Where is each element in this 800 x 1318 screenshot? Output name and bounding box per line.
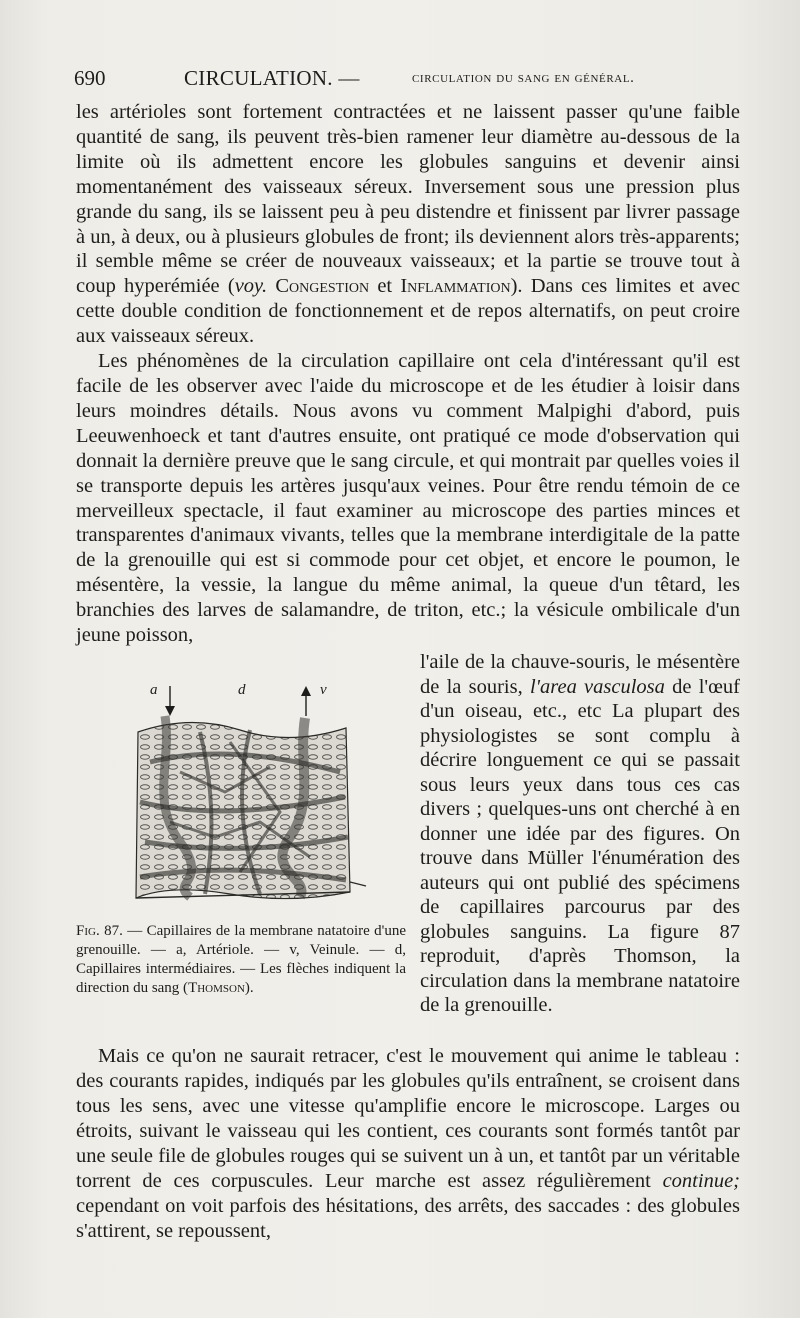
header-subtitle: circulation du sang en général. — [412, 70, 635, 86]
paragraph-1-text: les artérioles sont fortement contractées et ne laissent passer qu'une faible quantité de sang, ils peuvent très-bien ramener leur diamètre au-dessous de la limite où ils admettent encore les globules sanguins et devenir ainsi momentanément des vaisseaux séreux. Inversement sous une pression plus grande du sang, ils se laissent peu à peu distendre et finissent par livrer passage à un, à deux, ou à plusieurs globules de front; ils deviennent alors très-apparents; il semble même se créer de nouveaux vaisseaux; et la partie se trouve tout à coup hyperémiée ( — [76, 101, 740, 298]
main-text-upper — [76, 100, 740, 648]
continue-italic: continue; — [662, 1170, 740, 1192]
paragraph-3-text: Mais ce qu'on ne saurait retracer, c'est le mouvement qui anime le tableau : des courants rapides, indiqués par les globules qu'ils entraînent, se croisent dans tous les sens, avec une vitesse qu'amplifie encore le microscope. Larges ou étroits, suivant le vaisseau qui les contient, ces courants sont formés tantôt par une seule file de globules rouges qui se suivent un à un, et tantôt par un véritable torrent de ces corpuscules. Leur marche est assez régulièrement — [76, 1045, 740, 1192]
arrow-venule — [301, 686, 311, 716]
paragraph-1-end: ). Dans ces limites et avec cette double condition de fonctionnement et de repos alternatifs, on peut croire aux vaisseaux séreux. — [76, 275, 741, 348]
paragraph-2: Les phénomènes de la circulation capillaire ont cela d'intéressant qu'il est facile de les observer avec l'aide du microscope et de les étudier à loisir dans leurs moindres détails. Nous avons vu comment Malpighi d'abord, puis Leeuwenhoeck et tant d'autres ensuite, ont pratiqué ce mode d'observation qui donnait la dernière preuve que le sang circule, et qui montrait par quelles voies il se transporte depuis les artères jusqu'aux veines. Pour être rendu témoin de ce merveilleux spectacle, il faut examiner au microscope des parties minces et transparentes d'animaux vivants, telles que la membrane interdigitale de la patte de la grenouille qui est si commode pour cet objet, et encore le poumon, le mésentère, la vessie, la langue du même animal, la queue d'un têtard, les branchies des larves de salamandre, de triton, etc.; la vésicule ombilicale d'un jeune poisson, — [76, 350, 740, 647]
congestion-ref: Congestion — [275, 275, 370, 298]
figure-87 — [110, 672, 370, 922]
capillary-network — [136, 716, 366, 899]
voy-ref: voy. — [234, 275, 268, 298]
page-number: 690 — [74, 66, 106, 90]
caption-body: — Capillaires de la membrane natatoire d'une grenouille. — a, Artériole. — v, Veinule. — d, Capillaires intermédiaires. — Les flèches indiquent la direction du sang ( — [76, 923, 406, 996]
label-v: v — [320, 682, 327, 698]
label-a: a — [150, 682, 158, 698]
running-header — [74, 66, 746, 96]
wrap-text-b: de l'œuf d'un oiseau, etc., etc La plupart des physiologistes se sont complu à décrire longuement ce qui se passait sous leurs yeux dans tous ces cas divers ; quelques-uns ont cherché à en donner une idée par des figures. On trouve dans Müller l'énumération des auteurs qui ont publié des spécimens de capillaires parcourus par des globules sanguins. La figure 87 reproduit, d'après Thomson, la circulation dans la membrane natatoire de la grenouille. — [420, 675, 740, 1016]
paragraph-3 — [76, 1044, 740, 1244]
area-vasculosa: l'area vasculosa — [529, 675, 665, 698]
header-title — [184, 66, 360, 91]
header-dash: — — [338, 66, 360, 90]
header-title-text: CIRCULATION. — [184, 66, 333, 90]
inflammation-ref: Inflammation — [400, 275, 511, 298]
et-conj: et — [369, 275, 401, 298]
paragraph-2-continued — [420, 650, 740, 1018]
wrap-text-a: l'aile de la chauve-souris, le mésentère de la souris, — [420, 651, 740, 698]
caption-thomson: Thomson — [188, 980, 245, 996]
label-d: d — [238, 682, 246, 698]
main-text-lower — [76, 1044, 740, 1244]
arrow-arteriole — [165, 686, 175, 716]
caption-end: ). — [244, 980, 254, 996]
figure-caption — [76, 922, 406, 998]
main-text-wrap — [420, 650, 740, 1018]
paragraph-1 — [76, 100, 740, 349]
paragraph-3-end: cependant on voit parfois des hésitations, des arrêts, des saccades : des globules s'attirent, se repoussent, — [76, 1195, 740, 1242]
caption-text — [76, 922, 406, 998]
capillary-illustration — [110, 672, 370, 922]
caption-figure-number: Fig. 87. — [76, 923, 123, 939]
